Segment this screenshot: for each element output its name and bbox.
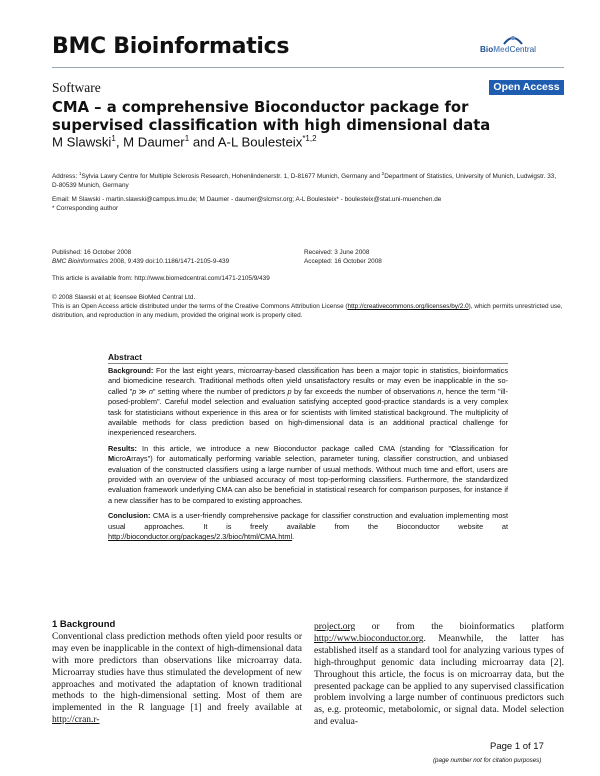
- author-name: A-L Boulesteix: [217, 134, 303, 150]
- logo-wordmark: BioMedCentral: [480, 45, 536, 54]
- author-list: M Slawski$^1$, M Daumer$^1$ and A-L Boulesteix$^{*1,2}$: [52, 134, 317, 150]
- author-name: M Slawski: [52, 134, 112, 150]
- abstract-heading: Abstract: [108, 352, 508, 364]
- cran-link[interactable]: http://cran.r-: [52, 715, 100, 726]
- header-divider: [52, 67, 564, 68]
- author-name: M Daumer: [123, 134, 185, 150]
- cma-package-link[interactable]: http://bioconductor.org/packages/2.3/bioc/html/CMA.html: [108, 532, 293, 542]
- submission-dates: [304, 248, 382, 266]
- corresponding-author-note: * Corresponding author: [52, 205, 119, 212]
- open-access-badge: Open Access: [489, 80, 564, 95]
- license-link[interactable]: http://creativecommons.org/licenses/by/2.0: [347, 303, 469, 310]
- author-affiliation: 1: [111, 134, 116, 143]
- body-paragraph: Conventional class prediction methods often yield poor results or may even be inapplicable in the context of high-dimensional data with more predictors than observations like microarray data. Microarray studies have thus stimulated the development of new approaches and motivated the adaptation of known traditional methods to the high-dimensional setting. Most of them are implemented in the R language [1] and freely available at http://cran.r-: [52, 631, 302, 726]
- copyright-notice: © 2008 Slawski et al; licensee BioMed Central Ltd. This is an Open Access article distributed under the terms of the Creative Commons Attribution License (http://creativecommons.org/licenses/by/2.0), which permits unrestricted use, distribution, and reproduction in any medium, provided the original work is properly cited.: [52, 294, 563, 319]
- body-column-right: [314, 622, 564, 729]
- abstract-box: [108, 352, 508, 548]
- citation-line: BMC Bioinformatics 2008, 9:439 doi:10.1186/1471-2105-9-439: [52, 258, 230, 265]
- abstract-conclusion: Conclusion: CMA is a user-friendly comprehensive package for classifier construction and evaluation implementing most usual approaches. It is freely available from the Bioconductor website at http://bioconductor.org/packages/2.3/bioc/html/CMA.html.: [108, 511, 508, 542]
- body-column-left: [52, 619, 302, 727]
- journal-name: BMC Bioinformatics: [52, 34, 290, 59]
- accepted-date: Accepted: 16 October 2008: [304, 258, 382, 265]
- body-paragraph: project.org or from the bioinformatics platform http://www.bioconductor.org. Meanwhile, the latter has established itself as a standard tool for analyzing various types of high-throughput genomic data including microarray data [2]. Throughout this article, the focus is on microarray data, but the presented package can be applied to any supervised classification problem involving a large number of continuous predictors such as, e.g. proteomic, metabolomic, or signal data. Model selection and evalua-: [314, 622, 564, 728]
- author-affiliation: 1: [184, 134, 190, 143]
- author-address: Address: $^1$Sylvia Lawry Centre for Multiple Sclerosis Research, Hohenlindenerstr. 1, D-81677 Munich, Germany and $^2$Department of Statistics, University of Munich, Ludwigstr. 33, D-80539 Munich, Germany: [52, 171, 557, 190]
- section-heading: 1 Background: [52, 619, 116, 630]
- cran-link-continued[interactable]: project.org: [314, 622, 356, 632]
- author-emails: Email: M Slawski - martin.slawski@campus.lmu.de; M Daumer - daumer@slcmsr.org; A-L Boulesteix* - boulesteix@stat.uni-muenchen.de: [52, 196, 442, 203]
- biomed-central-logo: [480, 34, 564, 60]
- article-section-type: Software: [52, 80, 101, 95]
- received-date: Received: 3 June 2008: [304, 249, 370, 256]
- publication-info: [52, 248, 229, 266]
- article-title: CMA – a comprehensive Bioconductor package for supervised classification with high dimensional data: [52, 99, 491, 134]
- published-date: Published: 16 October 2008: [52, 249, 132, 256]
- article-url[interactable]: This article is available from: http://www.biomedcentral.com/1471-2105/9/439: [52, 275, 270, 282]
- abstract-results: Results: In this article, we introduce a new Bioconductor package called CMA (standing for "Classification for MicroArrays") for automatically performing variable selection, parameter tuning, classifier construction, and unbiased evaluation of the constructed classifiers using a large number of usual methods. Without much time and effort, users are provided with an overview of the unbiased accuracy of most top-performing classifiers. Furthermore, the standardized evaluation framework underlying CMA can also be beneficial in statistical research for comparison purposes, for instance if a new classifier has to be compared to existing approaches.: [108, 443, 508, 505]
- page-number: Page 1 of 17: [490, 741, 544, 752]
- abstract-background: Background: For the last eight years, microarray-based classification has been a major topic in statistics, bioinformatics and biomedicine research. Traditional methods often yield unsatisfactory results or may even be inapplicable in the so-called "p ≫ n" setting where the number of predictors p by far exceeds the number of observations n, hence the term "ill-posed-problem". Careful model selection and evaluation satisfying accepted good-practice standards is a very complex task for statisticians without experience in this area or for scientists with limited statistical background. The multiplicity of available methods for class prediction based on high-dimensional data is an additional practical challenge for inexperienced researchers.: [108, 366, 509, 438]
- author-affiliation: *1,2: [302, 134, 317, 143]
- bioconductor-link[interactable]: http://www.bioconductor.org: [314, 633, 424, 644]
- page-number-note: (page number not for citation purposes): [433, 757, 542, 764]
